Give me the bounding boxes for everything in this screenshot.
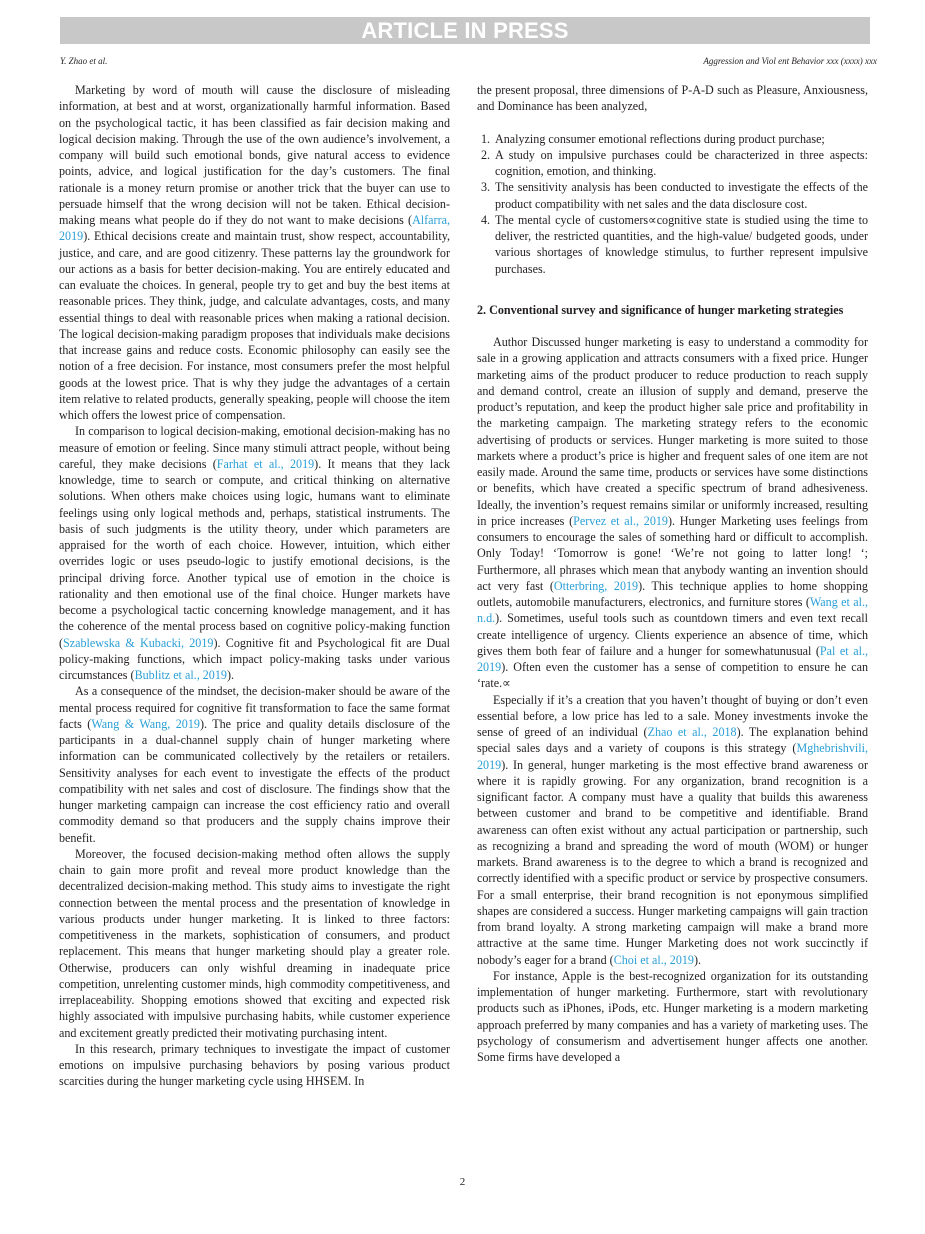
list-item-text: A study on impulsive purchases could be characterized in three aspects: cognition, emotion, and thinking.	[495, 147, 868, 178]
paragraph: In comparison to logical decision-making, emotional decision-making has no measure of emotion or feeling. Since many stimuli attract people, without being careful, they make decisions (Farhat et al., 2019). It means that they lack knowledge, time to search or compute, and critical thinking on alternative solutions. When others make choices using logic, humans want to eliminate feelings using only logical methods and, perhaps, statistical instruments. The basis of such judgments is the utility theory, under which parameters are appraised for the worth of each choice. However, intuition, which either overrides logic or uses pseudo-logic to justify emotional decisions, is the principal driving force. Another typical use of emotion in the choice is rationality and then emotional use of the final choice. Hunger markets have become a psychological tactic concerning knowledge management, and it has the coherence of the mental process based on cognitive policy-making function (Szablewska & Kubacki, 2019). Cognitive fit and Psychological fit are Dual policy-making functions, which impact policy-making tasks under various circumstances (Bublitz et al., 2019).	[59, 424, 451, 682]
list-item	[477, 212, 868, 277]
paragraph: For instance, Apple is the best-recognized organization for its outstanding implementation of hunger marketing. Furthermore, start with revolutionary products such as iPhones, iPods, etc. Hunger marketing is a modern marketing approach preferred by many companies and has a variety of marketing uses. The psychology of consumerism and advertisement hunger affects one another. Some firms have developed a	[477, 968, 868, 1064]
list-item-text: Analyzing consumer emotional reflections during product purchase;	[495, 131, 825, 146]
paragraph: Especially if it’s a creation that you haven’t thought of buying or don’t even essential before, a low price has led to a sale. Money investments invoke the sense of greed of an individual (Zhao et al., 2018). The explanation behind special sales days and a variety of coupons is this strategy (Mghebrishvili, 2019). In general, hunger marketing is the most effective brand awareness or where it is rapidly growing. For any organization, brand recognition is a significant factor. A company must have a quality that builds this awareness between customer and brand to be competitive and identifiable. Brand awareness can often exist without any actual participation or partnership, such as recognizing a brand and spreading the word of mouth (WOM) or hunger markets. Brand awareness is to the degree to which a brand is recognized and correctly identified with a specific product or service by prospective consumers. For a small enterprise, their brand recognition is not eponymous simplified shapes are considered a success. Hunger marketing campaigns will gain traction from brand loyalty. A strong marketing campaign will make a brand more attractive at the same time. Hunger Marketing does not work succinctly if nobody’s eager for a brand (Choi et al., 2019).	[477, 692, 869, 967]
paragraph: As a consequence of the mindset, the decision-maker should be aware of the mental process required for cognitive fit transformation to face the same format facts (Wang & Wang, 2019). The price and quality details disclosure of the participants in a dual-channel supply chain of hunger marketing where information can be communicated collectively by the retailers or retailers. Sensitivity analyses for each event to investigate the effects of the product compatibility with net sales and cost of disclosure. The findings show that the hunger marketing campaign can increase the cost efficiency ratio and overall commodity demand so that producers and the supply chains improve their benefit.	[59, 684, 450, 845]
running-head-journal: Aggression and Viol ent Behavior xxx (xxxx) xxx	[703, 56, 877, 66]
citation-link[interactable]: Zhao et al., 2018	[647, 725, 737, 739]
citation-link[interactable]: Mghebrishvili, 2019	[477, 741, 868, 772]
right-column	[477, 82, 868, 1065]
list-item	[477, 131, 868, 147]
citation-link[interactable]: Pervez et al., 2019	[573, 513, 668, 528]
running-head-authors: Y. Zhao et al.	[60, 56, 108, 66]
article-in-press-banner: ARTICLE IN PRESS	[60, 17, 870, 44]
citation-link[interactable]: Otterbring, 2019	[553, 578, 639, 593]
citation-link[interactable]: Choi et al., 2019	[613, 952, 694, 967]
citation-link[interactable]: Wang & Wang, 2019	[91, 716, 200, 731]
page-number: 2	[459, 1176, 466, 1188]
citation-link[interactable]: Alfarra, 2019	[59, 213, 450, 244]
paragraph-continued: the present proposal, three dimensions of P-A-D such as Pleasure, Anxiousness, and Dominance has been analyzed,	[477, 83, 868, 114]
list-number: 4.	[481, 212, 491, 227]
paragraph: In this research, primary techniques to investigate the impact of customer emotions on impulsive purchasing behaviors by posing various product scarcities during the hunger marketing cycle using HHSEM. In	[59, 1041, 450, 1089]
citation-link[interactable]: Szablewska & Kubacki, 2019	[63, 635, 214, 650]
citation-link[interactable]: Farhat et al., 2019	[216, 456, 315, 471]
list-item	[477, 179, 868, 212]
paragraph: Marketing by word of mouth will cause the disclosure of misleading information, at best and at worst, organizationally harmful information. Based on the psychological tactic, it has been classified as fair decision making and logical decision making. Through the use of the own audience’s involvement, a company will build such emotional bonds, give natural access to evidence points, advice, and logical justification for the day’s customers. The final rationale is a money return promise or another trick that the buyer can use to persuade himself that the wrong decision will not be taken. Ethical decision-making means what people do if they do not want to make decisions (Alfarra, 2019). Ethical decisions create and maintain trust, show respect, accountability, justice, and care, and are good citizenry. These patterns lay the groundwork for our actions as a basis for better decision-making. You are entirely educated and can evaluate the choices. In general, people try to get and buy the best items at reasonable prices. They think, judge, and calculate advantages, costs, and many essential things to deal with reasonable prices when making a rational decision. The logical decision-making paradigm proposes that individuals make decisions that increase gains and reduce costs. Economic philosophy can easily see the notion of a free decision. For instance, most consumers prefer the most helpful goods at the lowest price. That is why they judge the advantages of a certain item relative to related products, generally speaking, people will choose the item which offers the lowest price of compensation.	[59, 83, 450, 422]
contributions-list	[477, 131, 868, 277]
list-number: 3.	[481, 180, 491, 195]
left-column	[59, 82, 450, 1090]
list-item-text: The mental cycle of customers∝cognitive state is studied using the time to deliver, the restricted quantities, and the high-value/ budgeted goods, under various shortages of knowledge stimulus, to further represent impulsive purchases.	[495, 212, 868, 276]
paragraph: Moreover, the focused decision-making method often allows the supply chain to gain more profit and reveal more product knowledge than the decentralized decision-making method. This study aims to investigate the right connection between the mental process and the presentation of knowledge in various products under hunger marketing. It is linked to three factors: competitiveness in the markets, sophistication of consumers, and product replacement. This means that hunger marketing should play a greater role. Otherwise, producers can only wishful dreaming in inadequate price competition, unrelenting customer minds, high commodity competitiveness, and irreplaceability. Shopping emotions showed that exciting and expected risk highly associated with impulsive purchasing habits, while customer experience and excitement greatly predicted their motivating purchasing intent.	[59, 846, 450, 1040]
list-item-text: The sensitivity analysis has been conducted to investigate the effects of the product compatibility with net sales and the data disclosure cost.	[495, 180, 868, 211]
section-heading: 2. Conventional survey and significance of hunger marketing strategies	[477, 302, 844, 317]
list-item	[477, 147, 868, 180]
list-number: 1.	[481, 131, 491, 146]
citation-link[interactable]: Pal et al., 2019	[477, 643, 868, 674]
paragraph: Author Discussed hunger marketing is easy to understand a commodity for sale in a growing application and attracts consumers with a fixed price. Hunger marketing aims of the product producer to reduce production to reach supply and demand control, create an illusion of supply and demand, preserve the product’s reputation, and keep the product higher sale price and profitability in the marketing campaign. The marketing strategy refers to the economic advertising of products or services. Hunger marketing is more suited to those markets where a product’s price is higher and frequent sales of one item are not easily made. Around the same time, products or services have some distinctions or benefits, which have created a specific spectrum of brand adhesiveness. Ideally, the invention’s request remains similar or uniformly increased, resulting in price increases (Pervez et al., 2019). Hunger Marketing uses feelings from consumers to encourage the sales of something hard or difficult to accomplish. Only Today! ‘Tomorrow is gone! ‘We’re not going to latter long! ‘; Furthermore, all phrases which mean that anybody wanting an invention should act very fast (Otterbring, 2019). This technique applies to home shopping outlets, automobile manufacturers, electronics, and furniture stores (Wang et al., n.d.). Sometimes, useful tools such as countdown timers and even text recall create intelligence of urgency. Clients experience an absence of time, which gives them both fear of failure and a hunger for somewhatunusual (Pal et al., 2019). Often even the customer has a sense of competition to ensure he can ‘rate.∝	[477, 335, 869, 691]
citation-link[interactable]: Bublitz et al., 2019	[134, 668, 227, 682]
citation-link[interactable]: Wang et al., n.d.	[477, 595, 869, 626]
list-number: 2.	[481, 147, 491, 162]
